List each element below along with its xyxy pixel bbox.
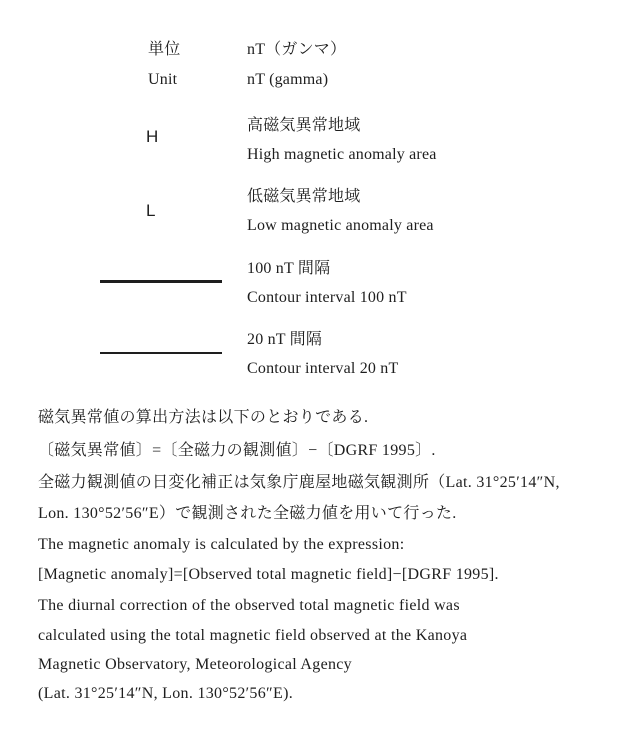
- contour-100-line-sample: [100, 280, 222, 283]
- high-anomaly-desc-en: High magnetic anomaly area: [247, 146, 437, 163]
- note-line-6: [Magnetic anomaly]=[Observed total magnetic field]−[DGRF 1995].: [38, 566, 499, 583]
- note-line-1: 磁気異常値の算出方法は以下のとおりである.: [38, 409, 369, 426]
- high-anomaly-symbol: H: [146, 127, 159, 146]
- unit-label-ja: 単位: [148, 41, 181, 58]
- contour-20-desc-ja: 20 nT 間隔: [247, 331, 323, 348]
- note-line-10: (Lat. 31°25′14″N, Lon. 130°52′56″E).: [38, 685, 294, 702]
- low-anomaly-desc-en: Low magnetic anomaly area: [247, 217, 434, 234]
- unit-value-en: nT (gamma): [247, 71, 329, 88]
- note-line-8: calculated using the total magnetic field observed at the Kanoya: [38, 627, 468, 644]
- note-line-5: The magnetic anomaly is calculated by the expression:: [38, 536, 405, 553]
- contour-100-desc-en: Contour interval 100 nT: [247, 289, 407, 306]
- unit-value-ja: nT（ガンマ）: [247, 41, 347, 58]
- contour-20-line-sample: [100, 352, 222, 354]
- low-anomaly-desc-ja: 低磁気異常地域: [247, 188, 361, 205]
- high-anomaly-desc-ja: 高磁気異常地域: [247, 117, 361, 134]
- note-line-7: The diurnal correction of the observed total magnetic field was: [38, 597, 460, 614]
- note-line-3: 全磁力観測値の日変化補正は気象庁鹿屋地磁気観測所（Lat. 31°25′14″N,: [38, 474, 560, 491]
- contour-100-desc-ja: 100 nT 間隔: [247, 260, 331, 277]
- contour-20-desc-en: Contour interval 20 nT: [247, 360, 399, 377]
- note-line-4: Lon. 130°52′56″E）で観測された全磁力値を用いて行った.: [38, 505, 457, 522]
- note-line-9: Magnetic Observatory, Meteorological Agency: [38, 656, 352, 673]
- low-anomaly-symbol: L: [146, 201, 156, 220]
- note-line-2: 〔磁気異常値〕=〔全磁力の観測値〕−〔DGRF 1995〕.: [38, 442, 436, 459]
- unit-label-en: Unit: [148, 71, 178, 88]
